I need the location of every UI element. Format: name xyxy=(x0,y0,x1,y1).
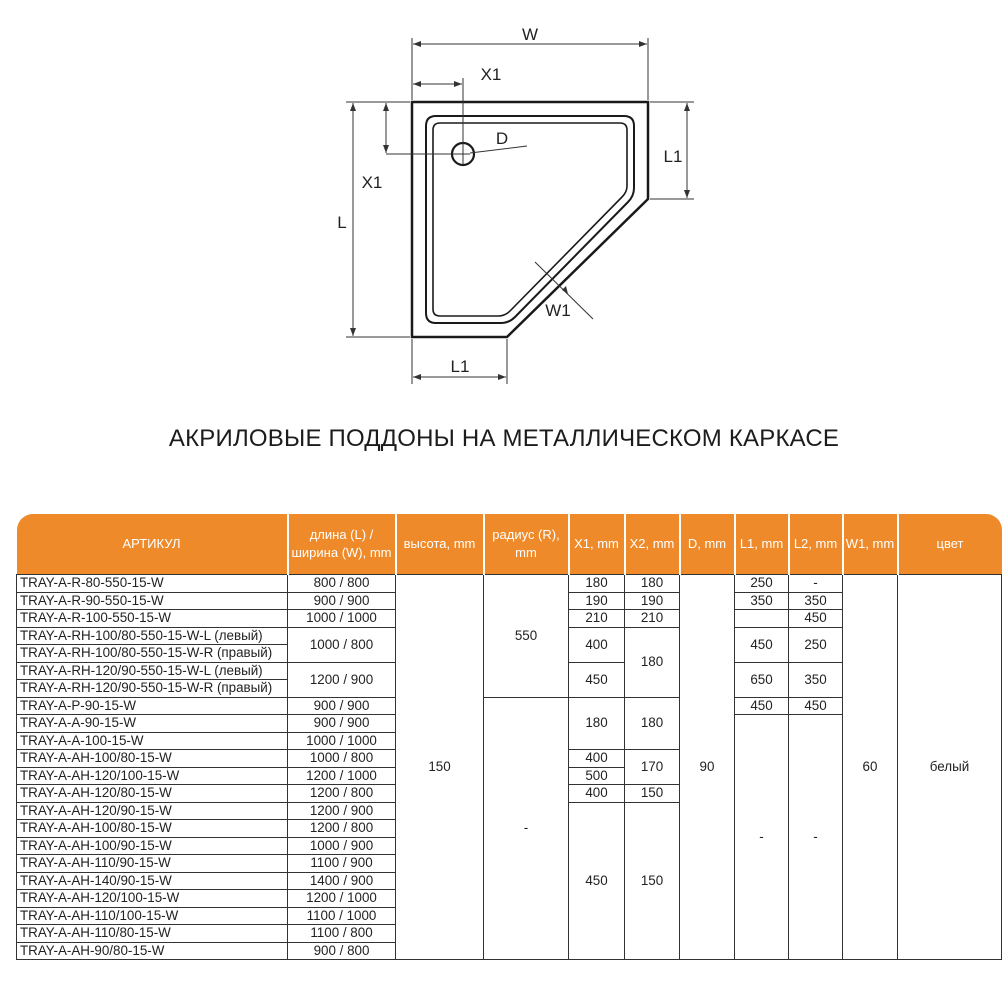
label-l: L xyxy=(337,213,347,232)
header-color: цвет xyxy=(898,514,1002,575)
label-d: D xyxy=(495,129,509,148)
cell-article: TRAY-A-AH-110/90-15-W xyxy=(17,855,288,873)
cell-size: 1200 / 1000 xyxy=(288,767,396,785)
cell-l2: - xyxy=(789,575,843,593)
label-l1-right: L1 xyxy=(663,147,683,166)
header-height: высота, mm xyxy=(396,514,484,575)
cell-size: 1000 / 800 xyxy=(288,750,396,768)
header-w1: W1, mm xyxy=(843,514,898,575)
cell-w1: 60 xyxy=(843,575,898,960)
cell-size: 800 / 800 xyxy=(288,575,396,593)
table-row xyxy=(17,575,1002,593)
cell-size: 1000 / 900 xyxy=(288,837,396,855)
cell-x2: 180 xyxy=(625,697,680,750)
cell-l2: - xyxy=(789,715,843,960)
cell-article: TRAY-A-AH-100/80-15-W xyxy=(17,750,288,768)
cell-article: TRAY-A-AH-120/100-15-W xyxy=(17,890,288,908)
page-title: АКРИЛОВЫЕ ПОДДОНЫ НА МЕТАЛЛИЧЕСКОМ КАРКАСЕ xyxy=(168,425,840,452)
cell-l1: 450 xyxy=(735,697,789,715)
header-size: длина (L) / ширина (W), mm xyxy=(288,514,396,575)
tray-diagram xyxy=(0,0,1008,410)
cell-d: 90 xyxy=(680,575,735,960)
cell-x2: 210 xyxy=(625,610,680,628)
cell-l2: 250 xyxy=(789,627,843,662)
cell-article: TRAY-A-AH-120/90-15-W xyxy=(17,802,288,820)
cell-x2: 180 xyxy=(625,627,680,697)
cell-x1: 400 xyxy=(569,750,625,768)
cell-radius: - xyxy=(484,697,569,960)
cell-size: 900 / 900 xyxy=(288,715,396,733)
label-w: W xyxy=(521,25,539,44)
cell-size: 1000 / 1000 xyxy=(288,610,396,628)
cell-article: TRAY-A-R-90-550-15-W xyxy=(17,592,288,610)
header-x1: X1, mm xyxy=(569,514,625,575)
cell-size: 1100 / 800 xyxy=(288,925,396,943)
header-article: АРТИКУЛ xyxy=(17,514,288,575)
cell-size: 1100 / 900 xyxy=(288,855,396,873)
cell-l1: - xyxy=(735,715,789,960)
cell-size: 1200 / 900 xyxy=(288,802,396,820)
cell-article: TRAY-A-AH-110/100-15-W xyxy=(17,907,288,925)
cell-x2: 180 xyxy=(625,575,680,593)
cell-article: TRAY-A-R-100-550-15-W xyxy=(17,610,288,628)
cell-x1: 180 xyxy=(569,575,625,593)
header-l1: L1, mm xyxy=(735,514,789,575)
label-x1-top: X1 xyxy=(480,65,502,84)
cell-article: TRAY-A-P-90-15-W xyxy=(17,697,288,715)
label-l1-bottom: L1 xyxy=(450,357,470,376)
cell-article: TRAY-A-RH-120/90-550-15-W-L (левый) xyxy=(17,662,288,680)
cell-article: TRAY-A-AH-120/80-15-W xyxy=(17,785,288,803)
cell-x1: 210 xyxy=(569,610,625,628)
cell-size: 1400 / 900 xyxy=(288,872,396,890)
cell-article: TRAY-A-AH-90/80-15-W xyxy=(17,942,288,960)
cell-article: TRAY-A-RH-120/90-550-15-W-R (правый) xyxy=(17,680,288,698)
cell-size: 1000 / 800 xyxy=(288,627,396,662)
cell-x1: 500 xyxy=(569,767,625,785)
cell-size: 1200 / 800 xyxy=(288,820,396,838)
cell-size: 1100 / 1000 xyxy=(288,907,396,925)
cell-x1: 450 xyxy=(569,662,625,697)
cell-size: 900 / 900 xyxy=(288,697,396,715)
label-x1-side: X1 xyxy=(361,173,383,192)
cell-l1: 350 xyxy=(735,592,789,610)
cell-x1: 180 xyxy=(569,697,625,750)
cell-size: 1000 / 1000 xyxy=(288,732,396,750)
cell-x1: 400 xyxy=(569,785,625,803)
cell-l1: 650 xyxy=(735,662,789,697)
cell-article: TRAY-A-A-100-15-W xyxy=(17,732,288,750)
cell-l2: 350 xyxy=(789,662,843,697)
cell-x2: 190 xyxy=(625,592,680,610)
cell-x2: 150 xyxy=(625,802,680,960)
cell-l2: 450 xyxy=(789,610,843,628)
cell-size: 1200 / 1000 xyxy=(288,890,396,908)
header-d: D, mm xyxy=(680,514,735,575)
header-radius: радиус (R), mm xyxy=(484,514,569,575)
cell-article: TRAY-A-AH-140/90-15-W xyxy=(17,872,288,890)
cell-l1: 450 xyxy=(735,627,789,662)
header-l2: L2, mm xyxy=(789,514,843,575)
cell-article: TRAY-A-R-80-550-15-W xyxy=(17,575,288,593)
cell-size: 1200 / 900 xyxy=(288,662,396,697)
cell-article: TRAY-A-AH-110/80-15-W xyxy=(17,925,288,943)
cell-article: TRAY-A-RH-100/80-550-15-W-R (правый) xyxy=(17,645,288,663)
cell-height: 150 xyxy=(396,575,484,960)
cell-x1: 400 xyxy=(569,627,625,662)
cell-x1: 190 xyxy=(569,592,625,610)
label-w1: W1 xyxy=(545,301,571,320)
cell-l2: 350 xyxy=(789,592,843,610)
cell-article: TRAY-A-RH-100/80-550-15-W-L (левый) xyxy=(17,627,288,645)
cell-x2: 150 xyxy=(625,785,680,803)
cell-x1: 450 xyxy=(569,802,625,960)
cell-radius: 550 xyxy=(484,575,569,698)
table-header-row xyxy=(17,514,1002,575)
header-x2: X2, mm xyxy=(625,514,680,575)
cell-l1 xyxy=(735,610,789,628)
cell-article: TRAY-A-AH-120/100-15-W xyxy=(17,767,288,785)
cell-l1: 250 xyxy=(735,575,789,593)
cell-article: TRAY-A-A-90-15-W xyxy=(17,715,288,733)
cell-l2: 450 xyxy=(789,697,843,715)
cell-color: белый xyxy=(898,575,1002,960)
cell-article: TRAY-A-AH-100/90-15-W xyxy=(17,837,288,855)
cell-article: TRAY-A-AH-100/80-15-W xyxy=(17,820,288,838)
cell-size: 1200 / 800 xyxy=(288,785,396,803)
spec-table xyxy=(16,514,1002,960)
cell-x2: 170 xyxy=(625,750,680,785)
cell-size: 900 / 800 xyxy=(288,942,396,960)
cell-size: 900 / 900 xyxy=(288,592,396,610)
